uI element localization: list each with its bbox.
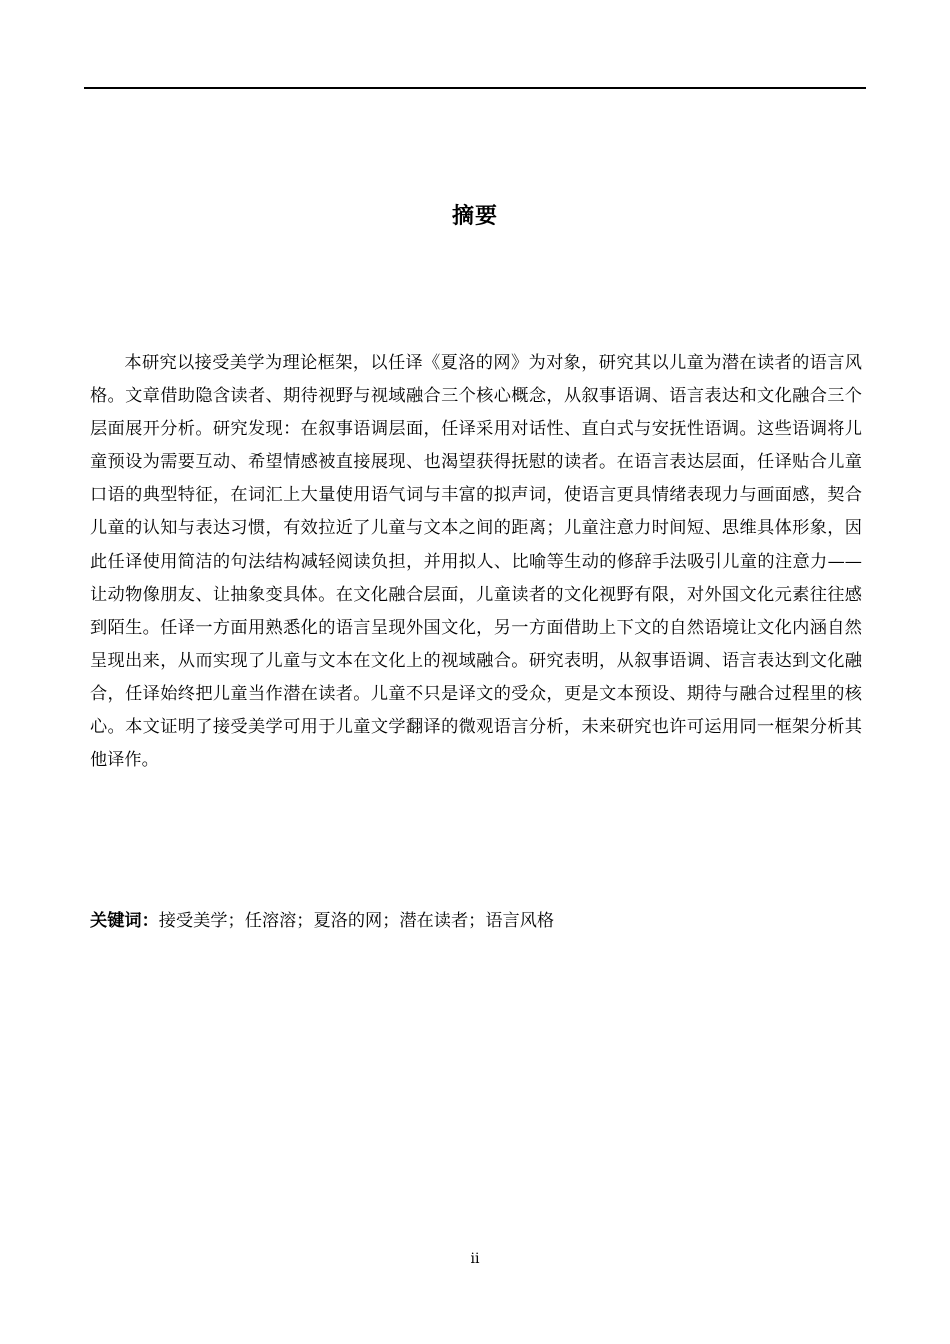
- keywords-value: 接受美学；任溶溶；夏洛的网；潜在读者；语言风格: [158, 911, 555, 931]
- header-rule: [84, 87, 866, 89]
- page-title: 摘要: [451, 204, 498, 229]
- keywords-line: [90, 905, 862, 938]
- keywords-label: 关键词：: [90, 911, 159, 931]
- page-number: ii: [470, 1251, 480, 1267]
- abstract-body: 本研究以接受美学为理论框架，以任译《夏洛的网》为对象，研究其以儿童为潜在读者的语言风格。文章借助隐含读者、期待视野与视域融合三个核心概念，从叙事语调、语言表达和文化融合三个层面展开分析。研究发现：在叙事语调层面，任译采用对话性、直白式与安抚性语调。这些语调将儿童预设为需要互动、希望情感被直接展现、也渴望获得抚慰的读者。在语言表达层面，任译贴合儿童口语的典型特征，在词汇上大量使用语气词与丰富的拟声词，使语言更具情绪表现力与画面感，契合儿童的认知与表达习惯，有效拉近了儿童与文本之间的距离；儿童注意力时间短、思维具体形象，因此任译使用简洁的句法结构减轻阅读负担，并用拟人、比喻等生动的修辞手法吸引儿童的注意力——让动物像朋友、让抽象变具体。在文化融合层面，儿童读者的文化视野有限，对外国文化元素往往感到陌生。任译一方面用熟悉化的语言呈现外国文化，另一方面借助上下文的自然语境让文化内涵自然呈现出来，从而实现了儿童与文本在文化上的视域融合。研究表明，从叙事语调、语言表达到文化融合，任译始终把儿童当作潜在读者。儿童不只是译文的受众，更是文本预设、期待与融合过程里的核心。本文证明了接受美学可用于儿童文学翻译的微观语言分析，未来研究也许可运用同一框架分析其他译作。: [90, 353, 862, 771]
